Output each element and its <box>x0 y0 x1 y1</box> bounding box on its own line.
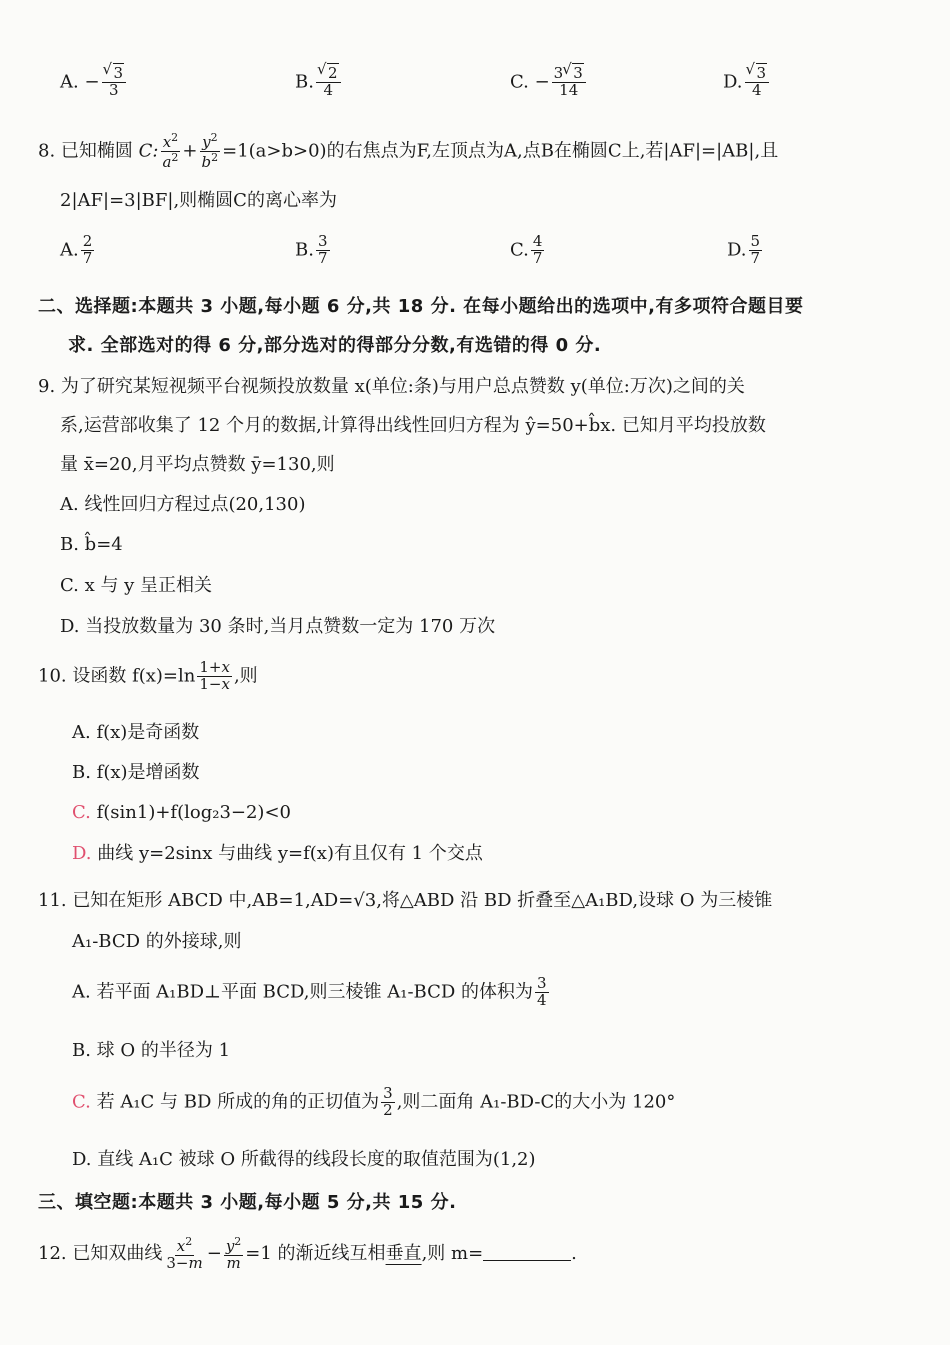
fraction: √ $\frac{2}{4}$ <box>316 66 341 99</box>
section-2-heading: 二、选择题:本题共 3 小题,每小题 6 分,共 18 分. 在每小题给出的选项中,有多项符合题目要 <box>38 296 804 317</box>
q10-option-a[interactable]: A. f(x)是奇函数 <box>72 722 200 743</box>
q11-option-c[interactable]: C. 若 A₁C 与 BD 所成的角的正切值为 $\frac{3}{2}$ ,则二面角 A₁-BD-C的大小为 120° <box>72 1084 676 1119</box>
option-label-marked: D. <box>72 843 92 864</box>
q7-option-d[interactable]: D. √ $\frac{3}{4}$ <box>723 66 771 99</box>
q8-stem-line2: 2|AF|=3|BF|,则椭圆C的离心率为 <box>60 190 337 211</box>
option-label-marked: C. <box>72 802 91 823</box>
q8-option-b[interactable]: B. $\frac{3}{7}$ <box>295 232 328 267</box>
section-2-heading-cont: 求. 全部选对的得 6 分,部分选对的得部分分数,有选错的得 0 分. <box>68 335 602 356</box>
q9-stem-line1: 9. 为了研究某短视频平台视频投放数量 x(单位:条)与用户总点赞数 y(单位:万次)之间的关 <box>38 376 745 397</box>
fraction: $\frac{y^2}{m}$ <box>225 1235 242 1272</box>
answer-blank[interactable] <box>483 1260 571 1261</box>
q7-option-a[interactable]: A. − √ $\frac{3}{3}$ <box>60 66 128 99</box>
q8-stem-line1: 8. 已知椭圆 C: $\frac{x^2}{a^2}$ + $\frac{y^2}{b^2}$ =1(a>b>0)的右焦点为F,左顶点为A,点B在椭圆C上,若|AF|=|AB|,且 <box>38 131 779 171</box>
fraction: √ $\frac{3}{4}$ <box>745 66 770 99</box>
fraction: $\frac{1+x}{1-x}$ <box>199 658 230 693</box>
q9-option-b[interactable]: B. b̂=4 <box>60 534 123 555</box>
q11-option-d[interactable]: D. 直线 A₁C 被球 O 所截得的线段长度的取值范围为(1,2) <box>72 1149 536 1170</box>
fraction: $\frac{2}{7}$ <box>82 232 93 267</box>
q11-option-a[interactable]: A. 若平面 A₁BD⊥平面 BCD,则三棱锥 A₁-BCD 的体积为 $\frac{3}{4}$ <box>72 974 547 1009</box>
q10-stem: 10. 设函数 f(x)=ln $\frac{1+x}{1-x}$ ,则 <box>38 658 258 693</box>
q11-stem-line1: 11. 已知在矩形 ABCD 中,AB=1,AD=√3,将△ABD 沿 BD 折叠至△A₁BD,设球 O 为三棱锥 <box>38 890 773 911</box>
q11-option-b[interactable]: B. 球 O 的半径为 1 <box>72 1040 231 1061</box>
fraction: $\frac{3}{2}$ <box>383 1084 393 1119</box>
q10-option-d[interactable]: D. 曲线 y=2sinx 与曲线 y=f(x)有且仅有 1 个交点 <box>72 843 483 864</box>
q8-option-d[interactable]: D. $\frac{5}{7}$ <box>727 232 761 267</box>
q9-option-a[interactable]: A. 线性回归方程过点(20,130) <box>60 494 306 515</box>
fraction: $\frac{x^2}{3-m}$ <box>166 1235 203 1272</box>
fraction: $\frac{y^2}{b^2}$ <box>201 131 219 171</box>
fraction: $\frac{3}{7}$ <box>317 232 328 267</box>
q9-stem-line2: 系,运营部收集了 12 个月的数据,计算得出线性回归方程为 ŷ=50+b̂x. 已知月平均投放数 <box>60 415 766 436</box>
fraction: $\frac{4}{7}$ <box>532 232 543 267</box>
section-3-heading: 三、填空题:本题共 3 小题,每小题 5 分,共 15 分. <box>38 1192 457 1213</box>
q9-option-c[interactable]: C. x 与 y 呈正相关 <box>60 575 213 596</box>
fraction: $\frac{5}{7}$ <box>750 232 761 267</box>
fraction: √ $\frac{3}{3}$ <box>102 66 127 99</box>
underlined-word: 垂直 <box>385 1242 422 1264</box>
q9-option-d[interactable]: D. 当投放数量为 30 条时,当月点赞数一定为 170 万次 <box>60 616 496 637</box>
q9-stem-line3: 量 x̄=20,月平均点赞数 ȳ=130,则 <box>60 454 335 475</box>
fraction: $\frac{x^2}{a^2}$ <box>162 131 179 171</box>
q8-option-c[interactable]: C. $\frac{4}{7}$ <box>510 232 543 267</box>
fraction: $\frac{3}{4}$ <box>537 974 547 1009</box>
q7-option-b[interactable]: B. √ $\frac{2}{4}$ <box>295 66 343 99</box>
q8-option-a[interactable]: A. $\frac{2}{7}$ <box>60 232 93 267</box>
q7-option-c[interactable]: C. − $\frac{3√ 3}{14}$ <box>510 66 588 99</box>
q10-option-c[interactable]: C. f(sin1)+f(log₂3−2)<0 <box>72 802 291 823</box>
q12-stem: 12. 已知双曲线 $\frac{x^2}{3-m}$ − $\frac{y^2}{m}$ =1 的渐近线互相垂直,则 m= . <box>38 1235 577 1272</box>
option-label-marked: C. <box>72 1091 91 1113</box>
fraction: $\frac{3√ 3}{14}$ <box>552 66 586 99</box>
q10-option-b[interactable]: B. f(x)是增函数 <box>72 762 200 783</box>
q11-stem-line2: A₁-BCD 的外接球,则 <box>72 931 242 952</box>
